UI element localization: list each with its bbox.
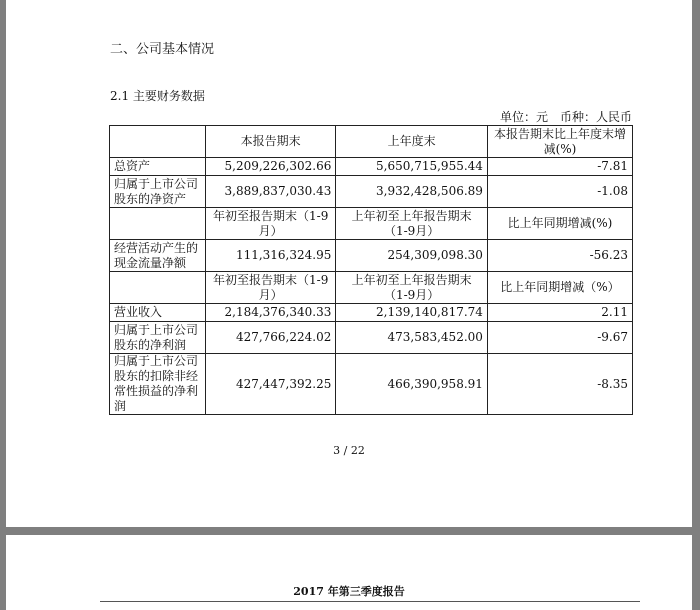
header-cell: 上年度末: [336, 126, 488, 158]
header-cell: 比上年同期增减(%): [487, 208, 632, 240]
value-cell: 427,766,224.02: [205, 322, 335, 354]
value-cell: 111,316,324.95: [205, 240, 335, 272]
value-cell: 473,583,452.00: [336, 322, 488, 354]
value-cell: 427,447,392.25: [205, 354, 335, 415]
header-empty-cell: [110, 272, 206, 304]
table-header-row: [110, 272, 633, 304]
header-cell: 比上年同期增减（%）: [487, 272, 632, 304]
value-cell: -7.81: [487, 158, 632, 176]
row-label: 归属于上市公司股东的净资产: [110, 176, 206, 208]
header-cell: 本报告期末比上年度末增减(%): [487, 126, 632, 158]
financial-data-table: [109, 125, 633, 415]
page-number: 3 / 22: [333, 444, 365, 457]
section-title: 二、公司基本情况: [110, 42, 215, 57]
value-cell: 3,889,837,030.43: [205, 176, 335, 208]
table-row: [110, 158, 633, 176]
row-label: 营业收入: [110, 304, 206, 322]
report-header-title: 2017 年第三季度报告: [293, 585, 405, 598]
currency-unit-note: 单位：元 币种：人民币: [499, 110, 632, 124]
value-cell: 5,209,226,302.66: [205, 158, 335, 176]
table-header-row: [110, 126, 633, 158]
value-cell: 466,390,958.91: [336, 354, 488, 415]
table-row: [110, 304, 633, 322]
value-cell: -9.67: [487, 322, 632, 354]
header-empty-cell: [110, 126, 206, 158]
header-empty-cell: [110, 208, 206, 240]
header-cell: 上年初至上年报告期末（1-9月）: [336, 272, 488, 304]
header-cell: 上年初至上年报告期末（1-9月）: [336, 208, 488, 240]
header-rule: [100, 601, 640, 602]
table-row: [110, 322, 633, 354]
value-cell: 3,932,428,506.89: [336, 176, 488, 208]
document-page: [6, 0, 692, 527]
header-cell: 本报告期末: [205, 126, 335, 158]
value-cell: 5,650,715,955.44: [336, 158, 488, 176]
row-label: 经营活动产生的现金流量净额: [110, 240, 206, 272]
row-label: 归属于上市公司股东的净利润: [110, 322, 206, 354]
value-cell: 2,184,376,340.33: [205, 304, 335, 322]
table-header-row: [110, 208, 633, 240]
row-label: 归属于上市公司股东的扣除非经常性损益的净利润: [110, 354, 206, 415]
table-row: [110, 240, 633, 272]
value-cell: 254,309,098.30: [336, 240, 488, 272]
table-row: [110, 354, 633, 415]
value-cell: -56.23: [487, 240, 632, 272]
value-cell: -1.08: [487, 176, 632, 208]
row-label: 总资产: [110, 158, 206, 176]
value-cell: 2.11: [487, 304, 632, 322]
value-cell: -8.35: [487, 354, 632, 415]
next-document-page: [6, 535, 692, 610]
section-subtitle: 2.1 主要财务数据: [110, 89, 205, 103]
table-row: [110, 176, 633, 208]
header-cell: 年初至报告期末（1-9月）: [205, 208, 335, 240]
value-cell: 2,139,140,817.74: [336, 304, 488, 322]
header-cell: 年初至报告期末（1-9月）: [205, 272, 335, 304]
